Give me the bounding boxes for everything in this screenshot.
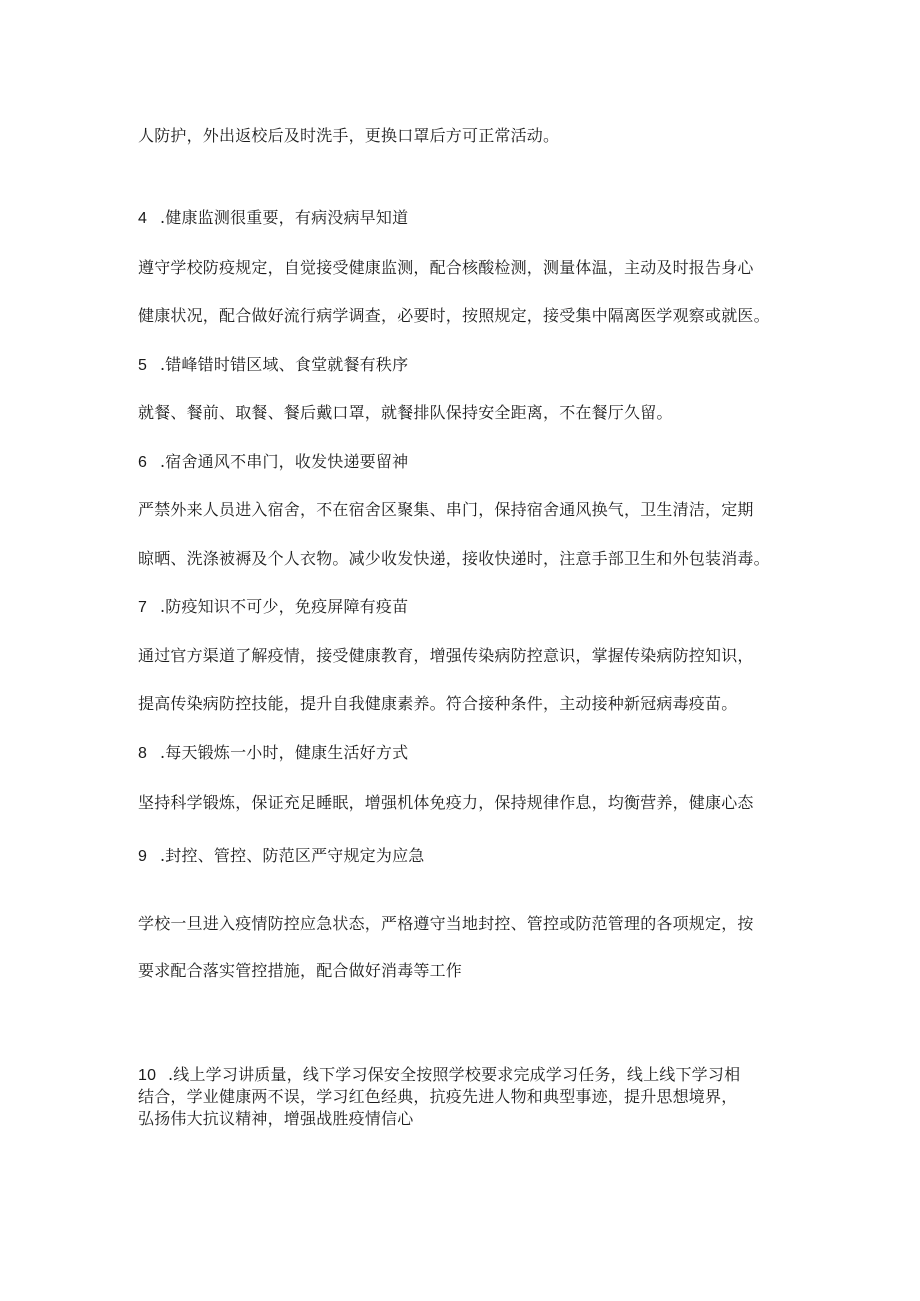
section-9-heading xyxy=(138,846,425,867)
section-4-heading xyxy=(138,208,408,229)
section-10-line-2: 弘扬伟大抗议精神，增强战胜疫情信心 xyxy=(138,1109,414,1128)
section-7-heading xyxy=(138,597,408,618)
section-number: 7 xyxy=(138,599,148,616)
section-title: .宿舍通风不串门，收发快递要留神 xyxy=(160,452,409,471)
section-number: 9 xyxy=(138,848,148,865)
section-7-line-1: 通过官方渠道了解疫情，接受健康教育，增强传染病防控意识，掌握传染病防控知识， xyxy=(138,646,754,665)
section-5-heading xyxy=(138,355,408,376)
section-title: .每天锻炼一小时，健康生活好方式 xyxy=(160,743,409,762)
section-number: 5 xyxy=(138,357,148,374)
paragraph-top: 人防护，外出返校后及时洗手，更换口罩后方可正常活动。 xyxy=(138,126,560,145)
section-9-line-2: 要求配合落实管控措施，配合做好消毒等工作 xyxy=(138,961,463,980)
section-4-line-2: 健康状况，配合做好流行病学调查，必要时，按照规定，接受集中隔离医学观察或就医。 xyxy=(138,306,770,325)
section-5-line-1: 就餐、餐前、取餐、餐后戴口罩，就餐排队保持安全距离，不在餐厅久留。 xyxy=(138,403,673,422)
section-title: .防疫知识不可少，免疫屏障有疫苗 xyxy=(160,597,409,616)
section-8-heading xyxy=(138,743,408,764)
section-number: 8 xyxy=(138,745,148,762)
section-number: 4 xyxy=(138,210,148,227)
section-6-heading xyxy=(138,452,408,473)
section-title: .线上学习讲质量，线下学习保安全按照学校要求完成学习任务，线上线下学习相 xyxy=(168,1065,741,1084)
section-10-line-1: 结合，学业健康两不误，学习红色经典，抗疫先进人物和典型事迹，提升思想境界， xyxy=(138,1087,738,1106)
section-number: 10 xyxy=(138,1067,157,1084)
section-10-heading xyxy=(138,1064,740,1087)
section-9-line-1: 学校一旦进入疫情防控应急状态，严格遵守当地封控、管控或防范管理的各项规定，按 xyxy=(138,914,754,933)
section-title: .错峰错时错区域、食堂就餐有秩序 xyxy=(160,355,409,374)
section-number: 6 xyxy=(138,454,148,471)
section-title: .健康监测很重要，有病没病早知道 xyxy=(160,208,409,227)
section-6-line-1: 严禁外来人员进入宿舍，不在宿舍区聚集、串门，保持宿舍通风换气，卫生清洁，定期 xyxy=(138,500,754,519)
section-8-line-1: 坚持科学锻炼，保证充足睡眠，增强机体免疫力，保持规律作息，均衡营养，健康心态 xyxy=(138,793,754,812)
section-7-line-2: 提高传染病防控技能，提升自我健康素养。符合接种条件，主动接种新冠病毒疫苗。 xyxy=(138,694,738,713)
section-title: .封控、管控、防范区严守规定为应急 xyxy=(160,846,425,865)
section-4-line-1: 遵守学校防疫规定，自觉接受健康监测，配合核酸检测，测量体温，主动及时报告身心 xyxy=(138,258,754,277)
section-6-line-2: 晾晒、洗涤被褥及个人衣物。减少收发快递，接收快递时，注意手部卫生和外包装消毒。 xyxy=(138,549,770,568)
